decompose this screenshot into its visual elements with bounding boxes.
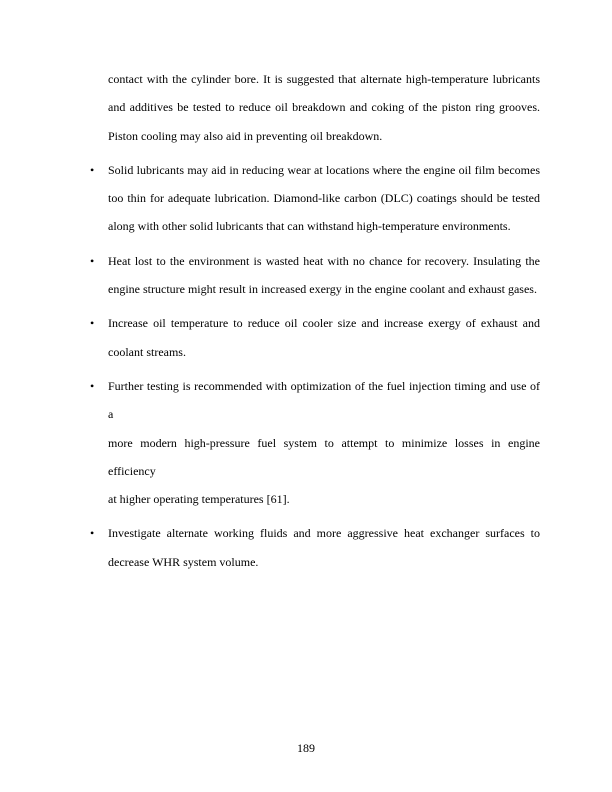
text-line: Heat lost to the environment is wasted heat with no chance for recovery. Insulating the	[108, 253, 540, 268]
bullet-list	[90, 156, 540, 576]
text-line: Piston cooling may also aid in preventing oil breakdown.	[108, 128, 383, 143]
bullet-icon: •	[90, 316, 95, 331]
bullet-icon: •	[90, 162, 95, 177]
bullet-icon: •	[90, 378, 95, 393]
bullet-icon: •	[90, 526, 95, 541]
text-line: engine structure might result in increased exergy in the engine coolant and exhaust gases.	[108, 282, 537, 297]
text-line: and additives be tested to reduce oil breakdown and coking of the piston ring grooves.	[108, 100, 540, 115]
text-line: Solid lubricants may aid in reducing wear at locations where the engine oil film becomes	[108, 162, 540, 177]
bullet-icon: •	[90, 253, 95, 268]
body-text	[90, 65, 540, 576]
text-line: Increase oil temperature to reduce oil cooler size and increase exergy of exhaust and	[108, 316, 540, 331]
text-line: coolant streams.	[108, 344, 186, 359]
text-line: more modern high-pressure fuel system to attempt to minimize losses in engine efficiency	[108, 435, 540, 478]
bullet-item	[90, 372, 540, 513]
bullet-item	[90, 309, 540, 366]
bullet-item	[90, 519, 540, 576]
text-line: at higher operating temperatures [61].	[108, 492, 290, 507]
bullet-item	[90, 247, 540, 304]
page-number: 189	[297, 741, 315, 755]
text-line: decrease WHR system volume.	[108, 554, 259, 569]
text-line: too thin for adequate lubrication. Diamond-like carbon (DLC) coatings should be tested	[108, 191, 540, 206]
text-line: Investigate alternate working fluids and more aggressive heat exchanger surfaces to	[108, 526, 540, 541]
intro-paragraph	[108, 65, 540, 150]
text-line: Further testing is recommended with optimization of the fuel injection timing and use of a	[108, 378, 540, 422]
text-line: contact with the cylinder bore. It is suggested that alternate high-temperature lubricants	[108, 72, 540, 86]
text-line: along with other solid lubricants that can withstand high-temperature environments.	[108, 219, 511, 234]
bullet-item	[90, 156, 540, 241]
